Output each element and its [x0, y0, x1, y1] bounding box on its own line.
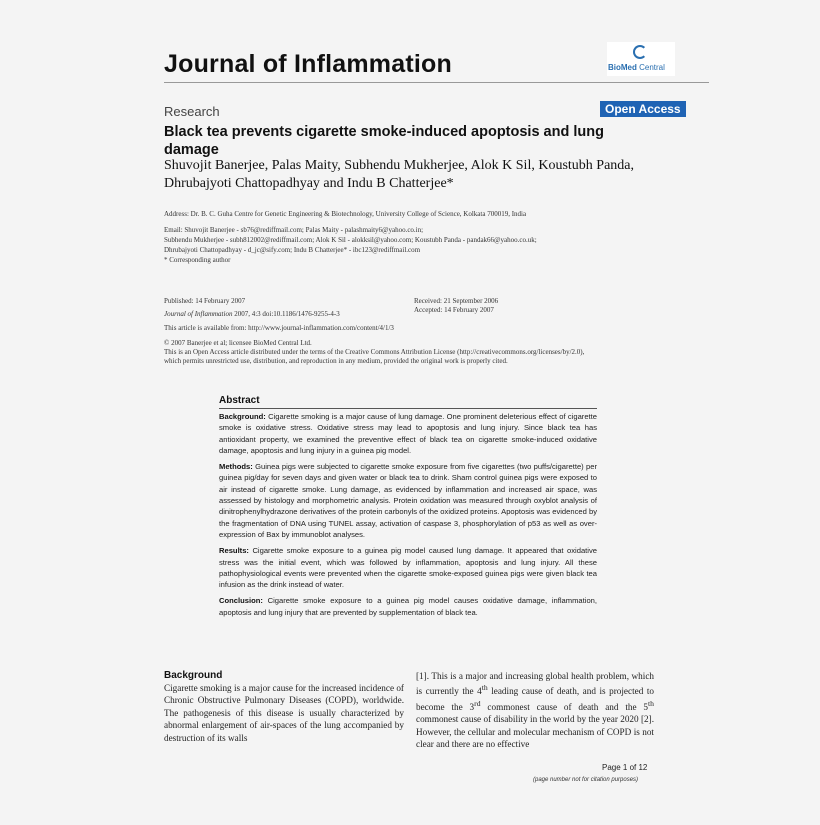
- journal-title: Journal of Inflammation: [164, 50, 452, 78]
- article-title: Black tea prevents cigarette smoke-induced apoptosis and lung damage: [164, 124, 604, 158]
- affiliation-address: Address: Dr. B. C. Guha Centre for Genetic Engineering & Biotechnology, University College of Science, Kolkata 700019, India: [164, 210, 527, 218]
- section-heading-background: Background: [164, 670, 223, 681]
- biomed-central-logo: [607, 42, 675, 76]
- email-line: Dhrubajyoti Chattopadhyay - d_jc@sify.com; Indu B Chatterjee* - ibc123@rediffmail.com: [164, 246, 421, 254]
- corresponding-author-note: * Corresponding author: [164, 256, 231, 264]
- open-access-badge: Open Access: [600, 101, 686, 117]
- abstract-results: Results: Cigarette smoke exposure to a guinea pig model caused lung damage. It appeared that oxidative stress was the initial event, which was followed by inflammation, apoptosis and lung injury. All these pathophysiological events were prevented when the cigarette smoke-exposed guinea pigs were given black tea infusion as the drink instead of water.: [219, 546, 597, 590]
- abstract-methods: Methods: Guinea pigs were subjected to cigarette smoke exposure from five cigarettes (two puffs/cigarette) per guinea pig/day for seven days and given water or black tea to drink. Sham control guinea pigs were exposed to air instead of cigarette smoke. Lung damage, as evidenced by inflammation and increased air space, was assessed by histology and morphometric analysis. Protein oxidation was measured through oxyblot analysis of dinitrophenylhydrazone derivatives of the protein carbonyls of the oxidized proteins. Apoptosis was evidenced by the fragmentation of DNA using TUNEL assay, activation of caspase 3, phosphorylation of p53 as well as over-expression of Bax by immunoblot analyses.: [219, 462, 597, 539]
- license-text: This is an Open Access article distributed under the terms of the Creative Commons Attribution License (http://creativecommons.org/licenses/by/2.0),: [164, 348, 585, 356]
- received-date: Received: 21 September 2006: [414, 297, 499, 305]
- copyright-notice: © 2007 Banerjee et al; licensee BioMed Central Ltd.: [164, 339, 312, 347]
- accepted-date: Accepted: 14 February 2007: [414, 306, 494, 314]
- abstract-background: Background: Cigarette smoking is a major cause of lung damage. One prominent deleterious effect of cigarette smoke is oxidative stress. Oxidative stress may lead to apoptosis and lung injury. Since black tea has antioxidant property, we examined the preventive effect of black tea on cigarette smoke-induced oxidative damage, apoptosis and lung injury in a guinea pig model.: [219, 412, 597, 455]
- article-url: This article is available from: http://www.journal-inflammation.com/content/4/1/3: [164, 324, 394, 332]
- body-left-column: [164, 670, 404, 744]
- header-divider: [164, 82, 709, 83]
- citation: Journal of Inflammation 2007, 4:3 doi:10.1186/1476-9255-4-3: [164, 310, 340, 318]
- email-line: Email: Shuvojit Banerjee - sb76@rediffmail.com; Palas Maity - palashmaity6@yahoo.co.in;: [164, 226, 424, 234]
- abstract-conclusion: Conclusion: Cigarette smoke exposure to a guinea pig model causes oxidative damage, inflammation, apoptosis and lung injury that are prevented by supplementation of black tea.: [219, 596, 597, 617]
- abstract-heading: Abstract: [219, 395, 597, 409]
- article-section-type: Research: [164, 104, 220, 119]
- body-right-column: [1]. This is a major and increasing global health problem, which is currently the 4th leading cause of death, and is projected to become the 3rd commonest cause of death and the 5th commonest cause of disability in the world by the year 2020 [2]. However, the cellular and molecular mechanism of COPD is not clear and there are no effective: [416, 671, 654, 750]
- author-list: Shuvojit Banerjee, Palas Maity, Subhendu Mukherjee, Alok K Sil, Koustubh Panda, Dhrubajyoti Chattopadhyay and Indu B Chatterjee*: [164, 158, 634, 191]
- license-text: which permits unrestricted use, distribution, and reproduction in any medium, provided the original work is properly cited.: [164, 357, 508, 365]
- publisher-name: BioMed Central: [608, 63, 665, 72]
- body-paragraph: Cigarette smoking is a major cause for the increased incidence of Chronic Obstructive Pulmonary Diseases (COPD), worldwide. The pathogenesis of this disease is usually characterized by abnormal enlargement of air-spaces of the lung accompanied by destruction of its walls: [164, 683, 404, 743]
- page-number-note: (page number not for citation purposes): [533, 777, 639, 783]
- biomed-central-logo-icon: [633, 45, 647, 59]
- published-date: Published: 14 February 2007: [164, 297, 246, 305]
- email-line: Subhendu Mukherjee - subh812002@rediffmail.com; Alok K Sil - alokksil@yahoo.com; Koustubh Panda - pandak66@yahoo.co.uk;: [164, 236, 537, 244]
- page-number: Page 1 of 12: [602, 763, 648, 772]
- abstract-box: [219, 395, 597, 623]
